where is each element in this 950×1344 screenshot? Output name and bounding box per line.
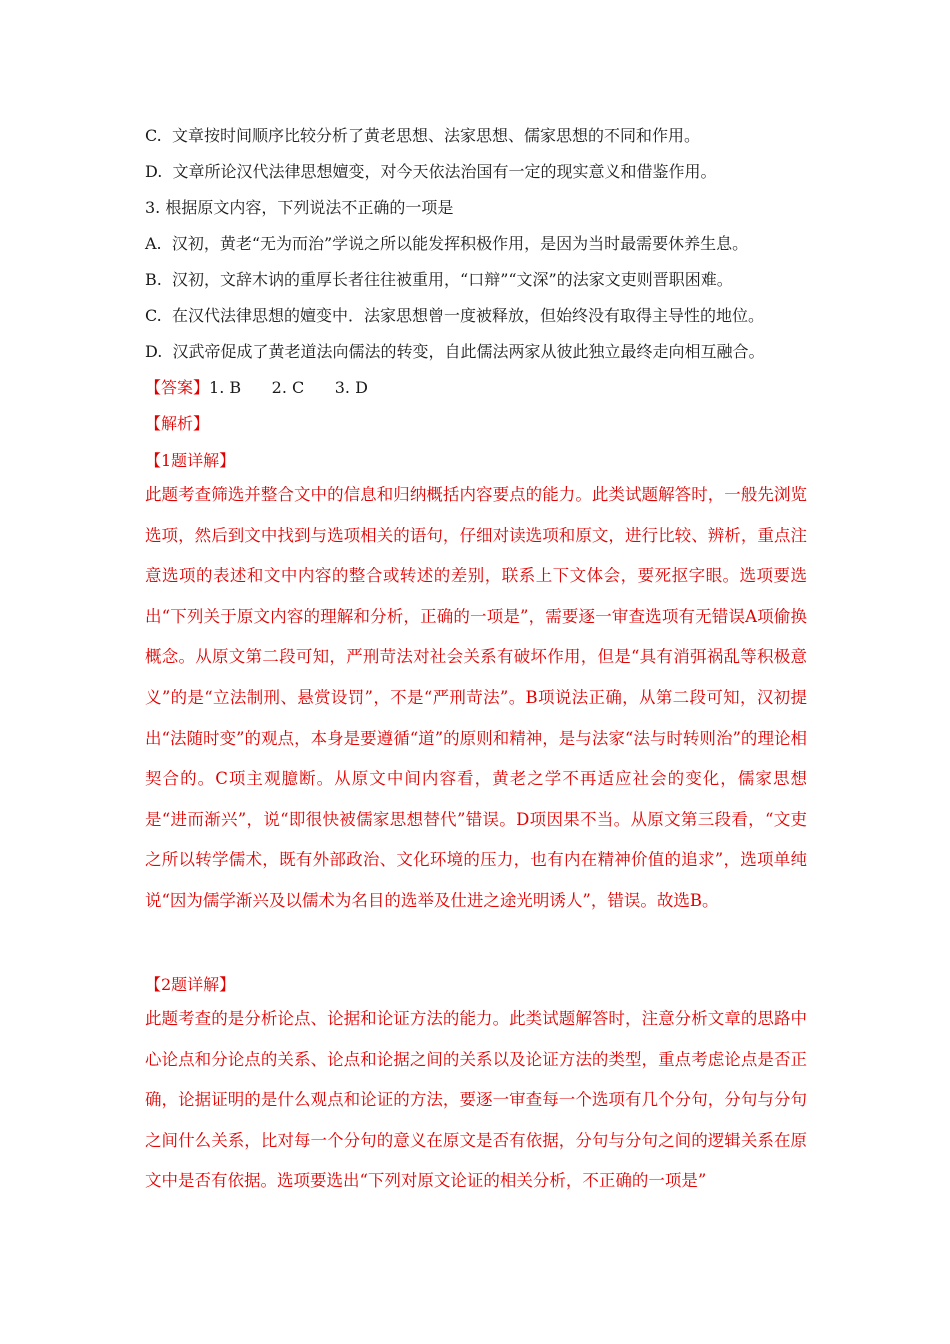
detail-2-label: 【2题详解】 <box>145 975 236 994</box>
option-text: 文章所论汉代法律思想嬗变，对今天依法治国有一定的现实意义和借鉴作用。 <box>172 162 717 181</box>
option-text: 汉初，文辞木讷的重厚长者往往被重用，“口辩”“文深”的法家文吏则晋职困难。 <box>172 270 733 289</box>
detail-1-body: 此题考查筛选并整合文中的信息和归纳概括内容要点的能力。此类试题解答时，一般先浏览选项，然后到文中找到与选项相关的语句，仔细对读选项和原文，进行比较、辨析，重点注意选项的表述和文中内容的整合或转述的差别，联系上下文体会，要死抠字眼。选项要选出“下列关于原文内容的理解和分析，正确的一项是”，需要逐一审查选项有无错误A项偷换概念。从原文第二段可知，严刑苛法对社会关系有破坏作用，但是“具有消弭祸乱等积极意义”的是“立法制刑、悬赏设罚”，不是“严刑苛法”。B项说法正确，从第二段可知，汉初提出“法随时变”的观点，本身是要遵循“道”的原则和精神，是与法家“法与时转则治”的理论相契合的。C项主观臆断。从原文中间内容看，黄老之学不再适应社会的变化，儒家思想是“进而渐兴”，说“即很快被儒家思想替代”错误。D项因果不当。从原文第三段看，“文吏之所以转学儒术，既有外部政治、文化环境的压力，也有内在精神价值的追求”，选项单纯说“因为儒学渐兴及以儒术为名目的选举及仕进之途光明诱人”，错误。故选B。 <box>145 485 807 910</box>
option-text: 文章按时间顺序比较分析了黄老思想、法家思想、儒家思想的不同和作用。 <box>171 126 700 145</box>
option-letter: B. <box>145 270 162 289</box>
option-letter: C. <box>145 306 162 325</box>
option-q3-d <box>145 341 815 363</box>
answer-label: 【答案】 <box>145 378 210 397</box>
analysis-label: 【解析】 <box>145 414 210 433</box>
option-letter: C. <box>145 126 162 145</box>
option-letter: D. <box>145 342 163 361</box>
option-letter: D. <box>145 162 163 181</box>
option-letter: A. <box>145 234 162 253</box>
option-q3-c <box>145 305 815 327</box>
answer-line <box>145 377 815 399</box>
option-q2-c <box>145 125 815 147</box>
option-q3-b <box>145 269 815 291</box>
option-q2-d <box>145 161 815 183</box>
detail-1-label: 【1题详解】 <box>145 451 236 470</box>
option-text: 在汉代法律思想的嬗变中．法家思想曾一度被释放，但始终没有取得主导性的地位。 <box>171 306 764 325</box>
question-3-stem: 3. 根据原文内容，下列说法不正确的一项是 <box>145 198 454 217</box>
option-text: 汉初，黄老“无为而治”学说之所以能发挥积极作用，是因为当时最需要休养生息。 <box>171 234 749 253</box>
detail-2-body: 此题考查的是分析论点、论据和论证方法的能力。此类试题解答时，注意分析文章的思路中心论点和分论点的关系、论点和论据之间的关系以及论证方法的类型，重点考虑论点是否正确，论据证明的是什么观点和论证的方法，要逐一审查每一个选项有几个分句，分句与分句之间什么关系，比对每一个分句的意义在原文是否有依据，分句与分句之间的逻辑关系在原文中是否有依据。选项要选出“下列对原文论证的相关分析，不正确的一项是” <box>145 1009 807 1191</box>
option-text: 汉武帝促成了黄老道法向儒法的转变，自此儒法两家从彼此独立最终走向相互融合。 <box>172 342 765 361</box>
option-q3-a <box>145 233 815 255</box>
answer-text: 1. B 2. C 3. D <box>209 378 368 397</box>
